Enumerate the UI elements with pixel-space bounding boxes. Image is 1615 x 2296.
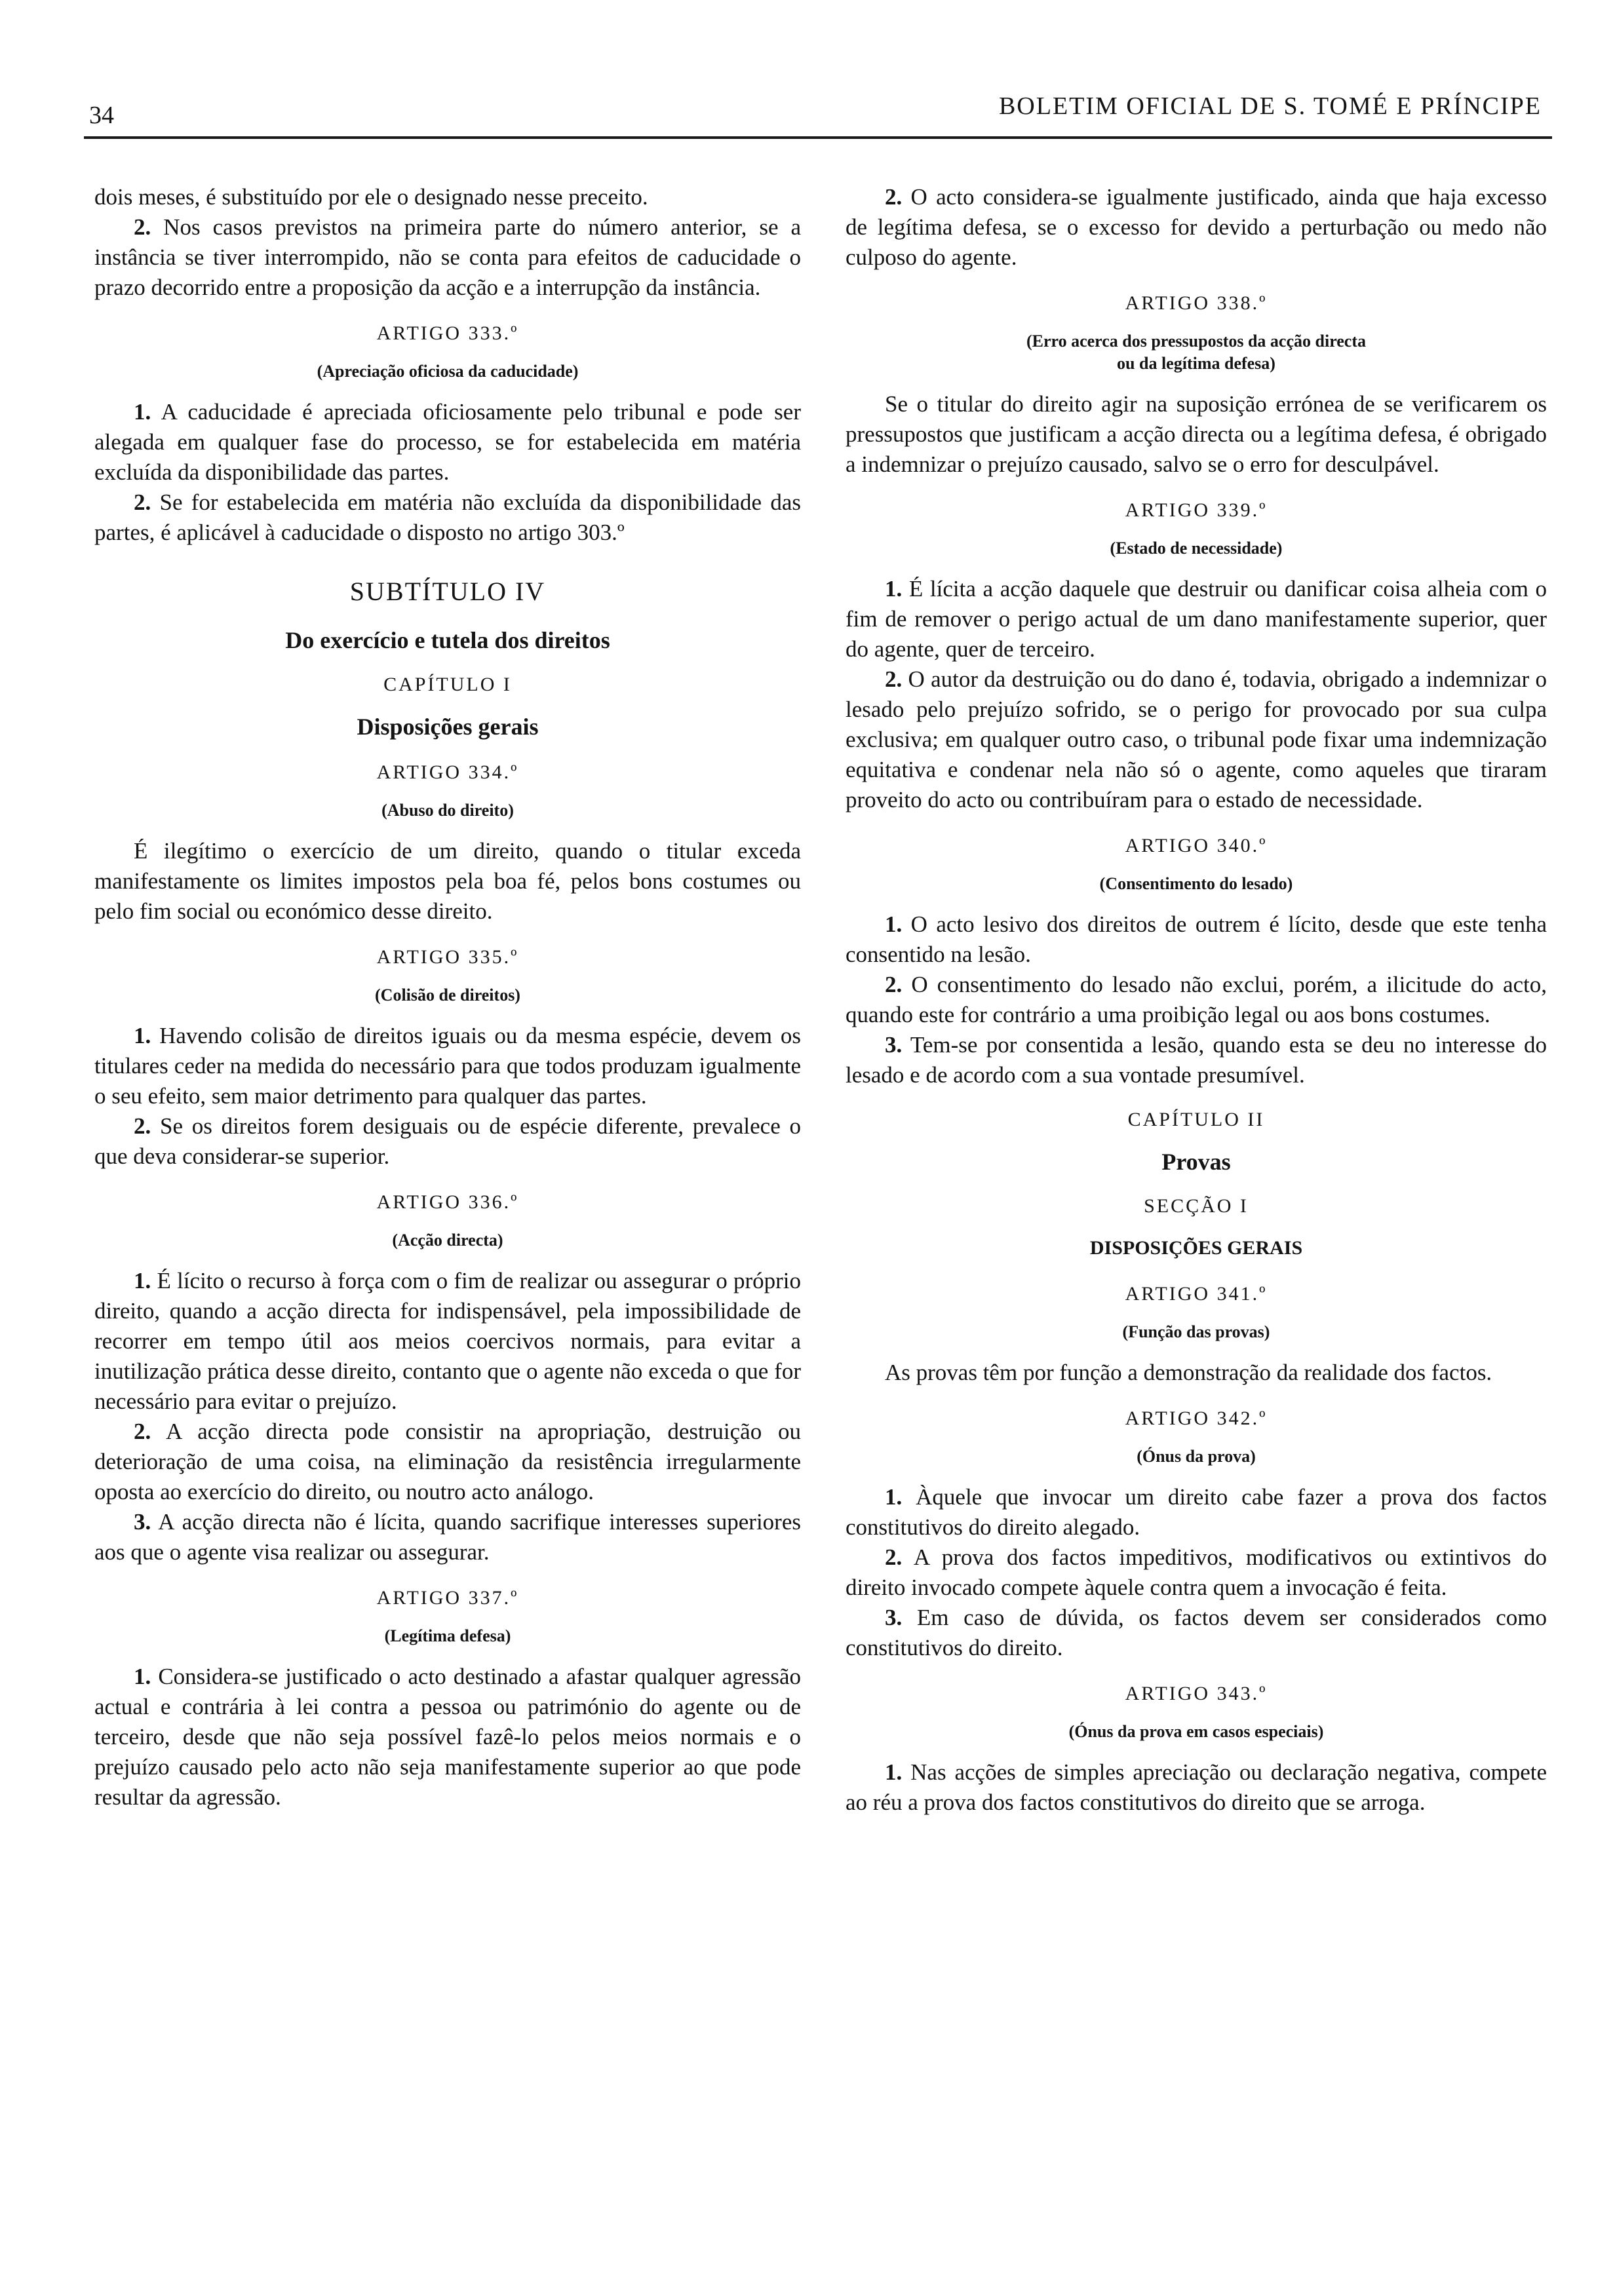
article-heading: ARTIGO 340.º: [1125, 835, 1268, 856]
paragraph: dois meses, é substituído por ele o designado nesse preceito.: [94, 184, 648, 210]
article-heading: ARTIGO 337.º: [376, 1587, 519, 1609]
article-heading: ARTIGO 336.º: [376, 1191, 519, 1213]
article-subject: (Função das provas): [1122, 1322, 1270, 1341]
paragraph: [94, 212, 801, 303]
section-name: DISPOSIÇÕES GERAIS: [1089, 1237, 1303, 1259]
paragraph-text: Nos casos previstos na primeira parte do número anterior, se a instância se tiver interrompido, não se conta para efeitos de caducidade o prazo decorrido entre a proposição da acção e a interrupção da instância.: [94, 214, 801, 300]
article-subject: (Ónus da prova): [1137, 1447, 1256, 1466]
paragraph-number: 3.: [885, 1032, 903, 1058]
paragraph-number: 1.: [134, 1664, 151, 1689]
article-subject: (Abuso do direito): [381, 801, 514, 820]
paragraph-number: 2.: [134, 214, 151, 240]
header-rule: [84, 136, 1552, 139]
article-heading: ARTIGO 339.º: [1125, 499, 1268, 521]
paragraph-number: 2.: [885, 184, 903, 210]
paragraph: [94, 1266, 801, 1417]
paragraph: É ilegítimo o exercício de um direito, quando o titular exceda manifestamente os limites impostos pela boa fé, pelos bons costumes ou pelo fim social ou económico desse direito.: [94, 838, 801, 924]
article-heading: ARTIGO 341.º: [1125, 1283, 1268, 1305]
paragraph-text: A prova dos factos impeditivos, modificativos ou extintivos do direito invocado compete àquele contra quem a invocação é feita.: [846, 1544, 1547, 1600]
article-heading: ARTIGO 342.º: [1125, 1407, 1268, 1429]
paragraph: [846, 1030, 1547, 1090]
paragraph-text: O autor da destruição ou do dano é, todavia, obrigado a indemnizar o lesado pelo prejuízo sofrido, se o perigo for provocado por sua culpa exclusiva; em qualquer outro caso, o tribunal pode fixar uma indemnização equitativa e condenar nela não só o agente, como aqueles que tiraram proveito do acto ou contribuíram para o estado de necessidade.: [846, 666, 1547, 813]
chapter-heading: CAPÍTULO I: [383, 674, 512, 695]
paragraph-number: 2.: [134, 1113, 151, 1139]
paragraph-text: O acto lesivo dos direitos de outrem é lícito, desde que este tenha consentido na lesão.: [846, 911, 1547, 967]
paragraph-text: O consentimento do lesado não exclui, porém, a ilicitude do acto, quando este for contrário a uma proibição legal ou aos bons costumes.: [846, 972, 1547, 1027]
paragraph: [94, 488, 801, 548]
paragraph-number: 1.: [134, 399, 151, 425]
chapter-name: Provas: [1161, 1149, 1231, 1175]
article-subject: (Colisão de direitos): [375, 985, 520, 1004]
paragraph-text: A acção directa não é lícita, quando sacrifique interesses superiores aos que o agente visa realizar ou assegurar.: [94, 1509, 801, 1565]
paragraph-text: Se os direitos forem desiguais ou de espécie diferente, prevalece o que deva considerar-se superior.: [94, 1113, 801, 1169]
paragraph-text: É lícita a acção daquele que destruir ou danificar coisa alheia com o fim de remover o perigo actual de um dano manifestamente superior, quer do agente, quer de terceiro.: [846, 576, 1547, 662]
section-heading: SECÇÃO I: [1144, 1195, 1249, 1217]
paragraph-text: O acto considera-se igualmente justificado, ainda que haja excesso de legítima defesa, se o excesso for devido a perturbação ou medo não culposo do agente.: [846, 184, 1547, 270]
paragraph-text: É lícito o recurso à força com o fim de realizar ou assegurar o próprio direito, quando a acção directa for indispensável, pela impossibilidade de recorrer em tempo útil aos meios coercivos normais, para evitar a inutilização prática desse direito, contanto que o agente não exceda o que for necessário para evitar o prejuízo.: [94, 1268, 801, 1414]
paragraph-number: 1.: [134, 1023, 151, 1048]
paragraph: [846, 909, 1547, 970]
paragraph-text: A acção directa pode consistir na apropriação, destruição ou deterioração de uma coisa, na eliminação da resistência irregularmente oposta ao exercício do direito, ou noutro acto análogo.: [94, 1419, 801, 1504]
paragraph-number: 1.: [134, 1268, 151, 1293]
paragraph-number: 2.: [134, 1419, 151, 1444]
paragraph-text: Havendo colisão de direitos iguais ou da mesma espécie, devem os titulares ceder na medida do necessário para que todos produzam igualmente o seu efeito, sem maior detrimento para qualquer das partes.: [94, 1023, 801, 1109]
paragraph: [846, 970, 1547, 1030]
article-subject: (Estado de necessidade): [1110, 539, 1283, 558]
paragraph: [94, 1417, 801, 1507]
article-subject-line: ou da legítima defesa): [1117, 354, 1275, 373]
paragraph-number: 3.: [885, 1605, 903, 1630]
paragraph-text: Nas acções de simples apreciação ou declaração negativa, compete ao réu a prova dos factos constitutivos do direito que se arroga.: [846, 1759, 1547, 1815]
article-subject: (Consentimento do lesado): [1099, 874, 1293, 893]
article-subject: [846, 330, 1547, 375]
article-heading: ARTIGO 338.º: [1125, 292, 1268, 314]
paragraph-text: Se for estabelecida em matéria não excluída da disponibilidade das partes, é aplicável à caducidade o disposto no artigo 303.º: [94, 489, 801, 545]
page-number: 34: [89, 102, 114, 129]
paragraph-number: 1.: [885, 911, 903, 937]
paragraph-number: 1.: [885, 1759, 903, 1785]
paragraph-number: 2.: [885, 666, 903, 692]
paragraph-number: 1.: [885, 576, 903, 602]
chapter-heading: CAPÍTULO II: [1127, 1109, 1265, 1130]
paragraph: [94, 1662, 801, 1812]
paragraph-text: A caducidade é apreciada oficiosamente pelo tribunal e pode ser alegada em qualquer fase do processo, se for estabelecida em matéria excluída da disponibilidade das partes.: [94, 399, 801, 485]
article-subject: (Ónus da prova em casos especiais): [1068, 1722, 1324, 1741]
paragraph-text: Tem-se por consentida a lesão, quando esta se deu no interesse do lesado e de acordo com a sua vontade presumível.: [846, 1032, 1547, 1088]
paragraph: [846, 1757, 1547, 1818]
subtitle-heading: SUBTÍTULO IV: [349, 577, 546, 606]
paragraph: [94, 1507, 801, 1567]
paragraph: [846, 1542, 1547, 1603]
paragraph: [846, 1603, 1547, 1663]
paragraph-number: 2.: [885, 972, 903, 997]
paragraph: [846, 182, 1547, 273]
subtitle-name: Do exercício e tutela dos direitos: [285, 627, 610, 653]
article-heading: ARTIGO 334.º: [376, 761, 519, 783]
article-subject: (Apreciação oficiosa da caducidade): [317, 362, 579, 381]
paragraph-text: Considera-se justificado o acto destinado a afastar qualquer agressão actual e contrária à lei contra a pessoa ou património do agente ou de terceiro, desde que não seja possível fazê-lo pelos meios normais e o prejuízo causado pelo acto não seja manifestamente superior ao que pode resultar da agressão.: [94, 1664, 801, 1810]
paragraph: [846, 664, 1547, 815]
article-subject: (Legítima defesa): [384, 1626, 511, 1645]
left-column: [94, 182, 801, 1812]
paragraph: [846, 574, 1547, 664]
paragraph: [846, 1482, 1547, 1542]
paragraph-number: 2.: [885, 1544, 903, 1570]
paragraph: [94, 1111, 801, 1172]
article-heading: ARTIGO 335.º: [376, 946, 519, 968]
article-subject-line: (Erro acerca dos pressupostos da acção directa: [1026, 332, 1367, 351]
article-heading: ARTIGO 333.º: [376, 322, 519, 344]
running-title: BOLETIM OFICIAL DE S. TOMÉ E PRÍNCIPE: [998, 92, 1542, 120]
paragraph: [94, 1021, 801, 1111]
paragraph-number: 2.: [134, 489, 151, 515]
paragraph-text: Àquele que invocar um direito cabe fazer a prova dos factos constitutivos do direito alegado.: [846, 1484, 1547, 1540]
right-column: [846, 182, 1547, 1818]
paragraph-number: 3.: [134, 1509, 151, 1535]
paragraph: Se o titular do direito agir na suposição errónea de se verificarem os pressupostos que justificam a acção directa ou a legítima defesa, é obrigado a indemnizar o prejuízo causado, salvo se o erro for desculpável.: [846, 391, 1547, 477]
paragraph-number: 1.: [885, 1484, 903, 1510]
article-heading: ARTIGO 343.º: [1125, 1683, 1268, 1704]
paragraph-text: Em caso de dúvida, os factos devem ser considerados como constitutivos do direito.: [846, 1605, 1547, 1660]
article-subject: (Acção directa): [392, 1231, 503, 1250]
chapter-name: Disposições gerais: [357, 714, 539, 740]
paragraph: [94, 397, 801, 488]
paragraph: As provas têm por função a demonstração da realidade dos factos.: [885, 1360, 1492, 1385]
